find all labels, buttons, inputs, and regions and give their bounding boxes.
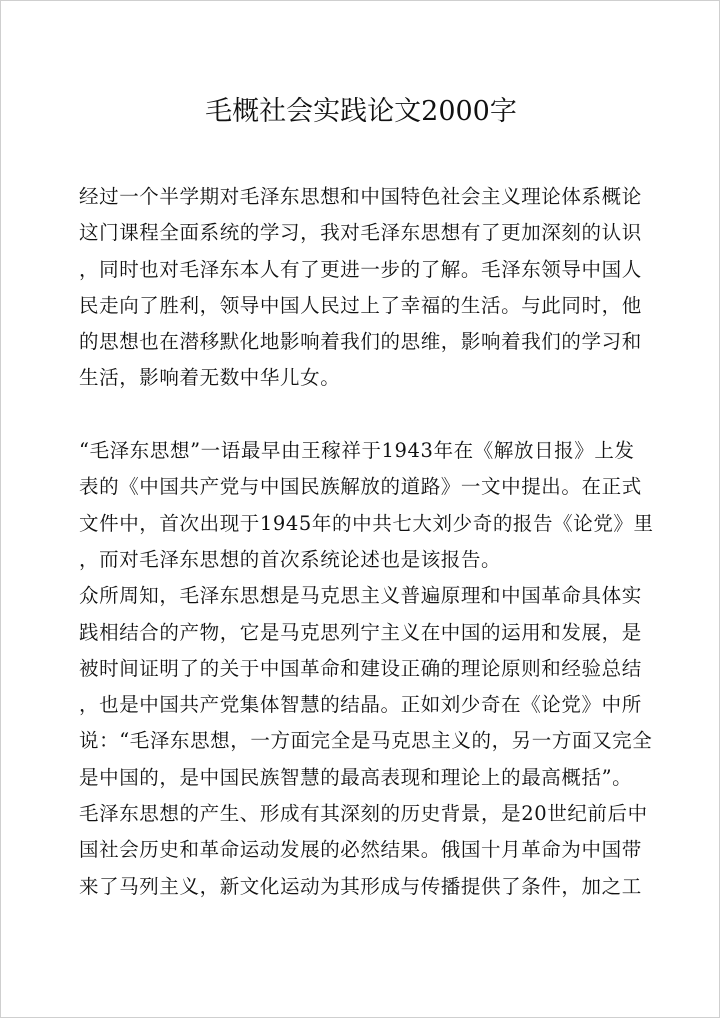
body-line: 文件中，首次出现于1945年的中共七大刘少奇的报告《论党》里 [79, 511, 654, 535]
body-line: 毛泽东思想的产生、形成有其深刻的历史背景，是20世纪前后中 [79, 802, 648, 826]
document-title: 毛概社会实践论文2000字 [205, 96, 517, 127]
body-line: 的思想也在潜移默化地影响着我们的思维，影响着我们的学习和 [79, 330, 642, 354]
paragraph-gap [79, 397, 634, 433]
body-line: 经过一个半学期对毛泽东思想和中国特色社会主义理论体系概论 [79, 185, 642, 208]
body-line: 来了马列主义，新文化运动为其形成与传播提供了条件，加之工 [79, 874, 642, 898]
body-line: 被时间证明了的关于中国革命和建设正确的理论原则和经验总结 [79, 656, 642, 680]
body-line: “毛泽东思想”一语最早由王稼祥于1943年在《解放日报》上发 [79, 439, 635, 463]
body-line: ，而对毛泽东思想的首次系统论述也是该报告。 [79, 547, 502, 571]
body-line: 表的《中国共产党与中国民族解放的道路》一文中提出。在正式 [79, 475, 642, 499]
body-line: 践相结合的产物，它是马克思列宁主义在中国的运用和发展，是 [79, 620, 642, 644]
document-body [79, 179, 654, 905]
body-line: 生活，影响着无数中华儿女。 [79, 366, 341, 390]
body-line: 说：“毛泽东思想，一方面完全是马克思主义的，另一方面又完全 [79, 729, 653, 753]
body-line: 这门课程全面系统的学习，我对毛泽东思想有了更加深刻的认识 [79, 221, 642, 245]
body-line: 民走向了胜利，领导中国人民过上了幸福的生活。与此同时，他 [79, 293, 642, 317]
body-line: ，也是中国共产党集体智慧的结晶。正如刘少奇在《论党》中所 [79, 693, 642, 717]
body-line: 众所周知，毛泽东思想是马克思主义普遍原理和中国革命具体实 [79, 584, 642, 608]
body-line: 是中国的，是中国民族智慧的最高表现和理论上的最高概括”。 [79, 765, 633, 789]
body-line: ，同时也对毛泽东本人有了更进一步的了解。毛泽东领导中国人 [79, 257, 642, 281]
body-line: 国社会历史和革命运动发展的必然结果。俄国十月革命为中国带 [79, 838, 642, 862]
